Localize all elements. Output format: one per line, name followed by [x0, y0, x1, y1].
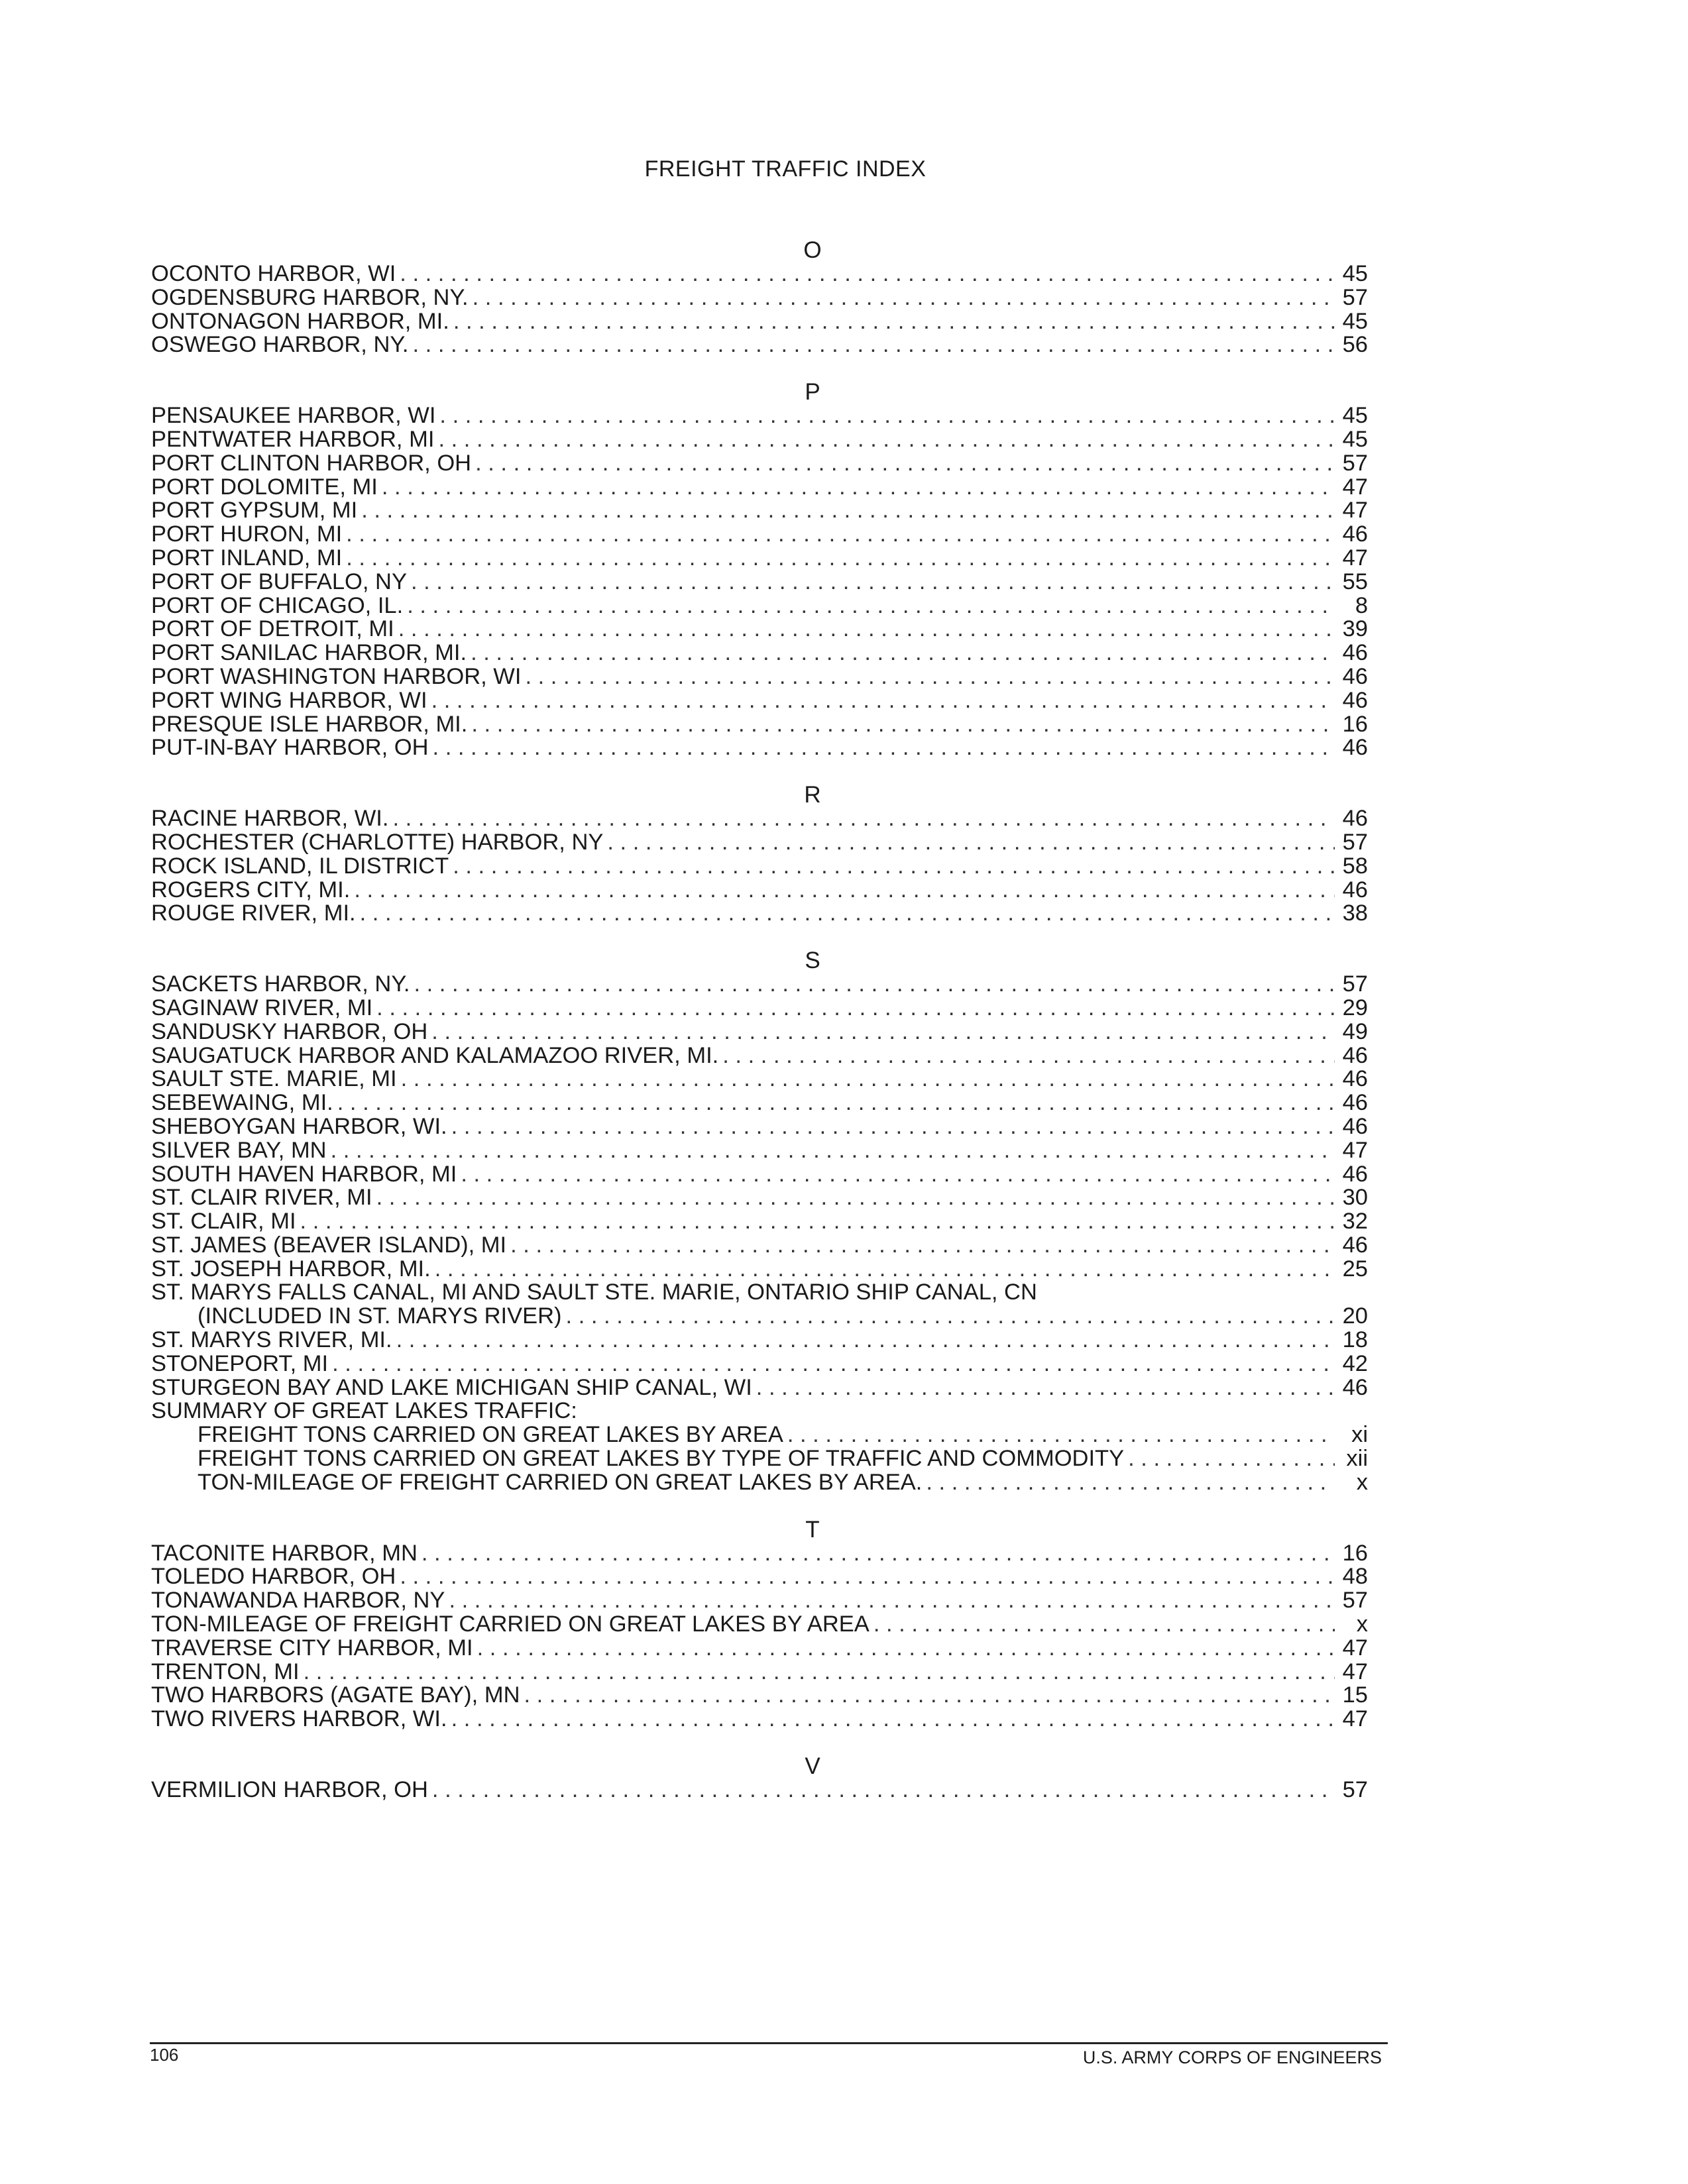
index-entry — [151, 1778, 1368, 1802]
entry-page-number: 16 — [1342, 1540, 1368, 1566]
entry-name: TONAWANDA HARBOR, NY — [151, 1588, 445, 1613]
entry-page-number: 46 — [1342, 1232, 1368, 1258]
dot-leader — [401, 1067, 1335, 1091]
dot-leader — [431, 1020, 1335, 1044]
entry-page-number: 46 — [1342, 806, 1368, 832]
index-entry — [151, 523, 1368, 547]
entry-page-number: 38 — [1342, 901, 1368, 926]
entry-name: ST. JAMES (BEAVER ISLAND), MI — [151, 1232, 507, 1258]
index-entry — [151, 1258, 1368, 1282]
entry-page-number: 30 — [1342, 1185, 1368, 1211]
index-entry — [151, 997, 1368, 1020]
dot-leader — [400, 1565, 1335, 1589]
dot-leader — [392, 807, 1335, 831]
dot-leader — [346, 547, 1335, 571]
dot-leader — [510, 1234, 1335, 1258]
entry-page-number: 46 — [1342, 663, 1368, 689]
dot-leader — [407, 594, 1335, 618]
entry-name: TON-MILEAGE OF FREIGHT CARRIED ON GREAT LAKES BY AREA — [151, 1611, 870, 1637]
entry-name: TRENTON, MI — [151, 1659, 300, 1684]
entry-page-number: 48 — [1342, 1564, 1368, 1590]
index-entry — [151, 1471, 1368, 1495]
index-entry — [151, 1186, 1368, 1210]
entry-page-number: 46 — [1342, 1090, 1368, 1116]
entry-name: STURGEON BAY AND LAKE MICHIGAN SHIP CANAL, WI — [151, 1374, 752, 1400]
index-entry — [151, 1589, 1368, 1613]
index-entry — [151, 1234, 1368, 1258]
dot-leader — [414, 973, 1335, 997]
entry-page-number: 47 — [1342, 1635, 1368, 1661]
index-entry — [151, 428, 1368, 452]
dot-leader — [461, 1163, 1335, 1187]
entry-name: PORT GYPSUM, MI — [151, 498, 358, 523]
entry-page-number: 47 — [1342, 1706, 1368, 1732]
footer-divider — [150, 2042, 1388, 2044]
index-entry — [151, 452, 1368, 476]
dot-leader — [473, 286, 1335, 310]
index-entry — [151, 262, 1368, 286]
entry-name: ROCHESTER (CHARLOTTE) HARBOR, NY — [151, 829, 604, 855]
entry-page-number: 46 — [1342, 521, 1368, 547]
entry-page-number: 45 — [1342, 403, 1368, 429]
entry-page-number: 29 — [1342, 995, 1368, 1020]
entry-name: SILVER BAY, MN — [151, 1137, 327, 1163]
entry-name: SAGINAW RIVER, MI — [151, 995, 373, 1020]
index-entry — [151, 689, 1368, 713]
entry-page-number: 49 — [1342, 1018, 1368, 1044]
entry-name: PORT CLINTON HARBOR, OH — [151, 450, 472, 476]
dot-leader — [360, 902, 1335, 926]
entry-name: SANDUSKY HARBOR, OH — [151, 1018, 428, 1044]
dot-leader — [607, 831, 1335, 855]
entry-name: SACKETS HARBOR, NY. — [151, 971, 410, 997]
dot-leader — [477, 1637, 1335, 1661]
dot-leader — [471, 641, 1335, 665]
dot-leader — [525, 665, 1335, 689]
index-entry — [151, 1067, 1368, 1091]
entry-page-number: 56 — [1342, 332, 1368, 358]
dot-leader — [433, 736, 1335, 760]
dot-leader — [566, 1305, 1335, 1329]
dot-leader — [475, 452, 1335, 476]
index-entry — [151, 902, 1368, 926]
entry-page-number: 46 — [1342, 1161, 1368, 1187]
dot-leader — [438, 428, 1335, 452]
entry-page-number: x — [1356, 1611, 1368, 1637]
index-entry — [151, 1210, 1368, 1234]
entry-name: ONTONAGON HARBOR, MI. — [151, 308, 449, 334]
entry-name: ST. CLAIR RIVER, MI — [151, 1185, 372, 1211]
dot-leader — [453, 310, 1335, 334]
index-entry — [151, 1637, 1368, 1661]
entry-page-number: 46 — [1342, 687, 1368, 713]
section-letter: V — [805, 1753, 820, 1780]
index-entry — [151, 1115, 1368, 1139]
entry-name: TON-MILEAGE OF FREIGHT CARRIED ON GREAT LAKES BY AREA. — [197, 1469, 923, 1495]
dot-leader — [396, 1329, 1335, 1352]
entry-page-number: 57 — [1342, 829, 1368, 855]
entry-page-number: xii — [1346, 1446, 1368, 1472]
entry-page-number: 57 — [1342, 971, 1368, 997]
entry-page-number: 47 — [1342, 1137, 1368, 1163]
dot-leader — [361, 499, 1335, 523]
section-letter: P — [805, 379, 820, 406]
entry-page-number: 32 — [1342, 1209, 1368, 1234]
index-entry — [151, 831, 1368, 855]
entry-page-number: 57 — [1342, 1777, 1368, 1803]
dot-leader — [524, 1684, 1335, 1708]
index-entry — [151, 736, 1368, 760]
footer-page-number: 106 — [150, 2045, 179, 2065]
dot-leader — [471, 713, 1335, 737]
entry-name: ST. CLAIR, MI — [151, 1209, 296, 1234]
index-entry — [151, 1329, 1368, 1352]
entry-name: PUT-IN-BAY HARBOR, OH — [151, 735, 429, 761]
index-entry — [151, 1708, 1368, 1731]
index-entry — [151, 641, 1368, 665]
dot-leader — [354, 879, 1335, 902]
index-entry — [151, 713, 1368, 737]
footer-agency: U.S. ARMY CORPS OF ENGINEERS — [1082, 2048, 1382, 2067]
entry-page-number: 58 — [1342, 853, 1368, 879]
entry-name: PENTWATER HARBOR, MI — [151, 426, 435, 452]
entry-name: ST. MARYS RIVER, MI. — [151, 1327, 392, 1353]
dot-leader — [304, 1661, 1335, 1684]
entry-name: PORT WING HARBOR, WI — [151, 687, 427, 713]
entry-page-number: 57 — [1342, 284, 1368, 310]
entry-page-number: 47 — [1342, 545, 1368, 571]
index-section — [151, 1518, 1368, 1731]
dot-leader — [451, 1708, 1335, 1731]
freight-traffic-index — [151, 239, 1368, 1802]
dot-leader — [337, 1091, 1335, 1115]
section-letter: O — [803, 237, 822, 263]
index-section — [151, 949, 1368, 1495]
dot-leader — [1128, 1447, 1335, 1471]
entry-name: OGDENSBURG HARBOR, NY. — [151, 284, 469, 310]
dot-leader — [411, 571, 1335, 594]
index-entry — [151, 1305, 1368, 1329]
entry-name: TRAVERSE CITY HARBOR, MI — [151, 1635, 473, 1661]
entry-page-number: 18 — [1342, 1327, 1368, 1353]
entry-name: PORT OF CHICAGO, IL. — [151, 592, 404, 618]
entry-name: RACINE HARBOR, WI. — [151, 806, 389, 832]
entry-page-number: 45 — [1342, 308, 1368, 334]
entry-page-number: 25 — [1342, 1256, 1368, 1282]
dot-leader — [376, 1186, 1335, 1210]
entry-page-number: 47 — [1342, 498, 1368, 523]
index-entry — [151, 1399, 1368, 1423]
entry-name: TACONITE HARBOR, MN — [151, 1540, 418, 1566]
entry-name: PENSAUKEE HARBOR, WI — [151, 403, 436, 429]
index-entry — [151, 1684, 1368, 1708]
index-entry — [151, 476, 1368, 500]
entry-page-number: 46 — [1342, 1113, 1368, 1139]
section-letter: T — [805, 1516, 820, 1543]
index-entry — [151, 1044, 1368, 1068]
entry-name: SUMMARY OF GREAT LAKES TRAFFIC: — [151, 1398, 577, 1424]
entry-name: SOUTH HAVEN HARBOR, MI — [151, 1161, 457, 1187]
entry-page-number: 46 — [1342, 1374, 1368, 1400]
index-section — [151, 1755, 1368, 1802]
index-entry — [151, 1163, 1368, 1187]
index-entry — [151, 1447, 1368, 1471]
entry-page-number: 42 — [1342, 1350, 1368, 1376]
entry-name: PORT OF BUFFALO, NY — [151, 569, 407, 594]
entry-name: TOLEDO HARBOR, OH — [151, 1564, 396, 1590]
dot-leader — [398, 618, 1335, 641]
entry-name: ROCK ISLAND, IL DISTRICT — [151, 853, 449, 879]
entry-page-number: 46 — [1342, 877, 1368, 902]
entry-name: PORT OF DETROIT, MI — [151, 616, 394, 642]
entry-name: SAUGATUCK HARBOR AND KALAMAZOO RIVER, MI. — [151, 1042, 719, 1068]
dot-leader — [413, 333, 1335, 357]
entry-page-number: 46 — [1342, 1042, 1368, 1068]
index-entry — [151, 1139, 1368, 1163]
entry-name: FREIGHT TONS CARRIED ON GREAT LAKES BY AREA — [197, 1422, 783, 1448]
dot-leader — [435, 1258, 1335, 1282]
index-entry — [151, 404, 1368, 428]
entry-name: SHEBOYGAN HARBOR, WI. — [151, 1113, 447, 1139]
entry-name: PORT DOLOMITE, MI — [151, 474, 378, 500]
entry-name: OSWEGO HARBOR, NY. — [151, 332, 409, 358]
index-entry — [151, 1352, 1368, 1376]
index-entry — [151, 618, 1368, 641]
dot-leader — [331, 1139, 1335, 1163]
dot-leader — [346, 523, 1335, 547]
entry-page-number: 20 — [1342, 1303, 1368, 1329]
index-entry — [151, 286, 1368, 310]
entry-name: SEBEWAING, MI. — [151, 1090, 333, 1116]
index-section — [151, 783, 1368, 926]
entry-page-number: 55 — [1342, 569, 1368, 594]
index-entry — [151, 1091, 1368, 1115]
index-entry — [151, 594, 1368, 618]
index-entry — [151, 1281, 1368, 1305]
index-entry — [151, 1613, 1368, 1637]
index-entry — [151, 571, 1368, 594]
dot-leader — [722, 1044, 1335, 1068]
index-entry — [151, 807, 1368, 831]
entry-page-number: 16 — [1342, 711, 1368, 737]
dot-leader — [432, 1778, 1335, 1802]
entry-name: TWO RIVERS HARBOR, WI. — [151, 1706, 447, 1732]
entry-name: SAULT STE. MARIE, MI — [151, 1066, 397, 1092]
entry-page-number: 46 — [1342, 1066, 1368, 1092]
entry-page-number: 45 — [1342, 261, 1368, 286]
entry-name: PRESQUE ISLE HARBOR, MI. — [151, 711, 468, 737]
index-entry — [151, 1020, 1368, 1044]
index-entry — [151, 665, 1368, 689]
entry-page-number: 45 — [1342, 426, 1368, 452]
index-entry — [151, 310, 1368, 334]
dot-leader — [382, 476, 1335, 500]
dot-leader — [300, 1210, 1335, 1234]
index-entry — [151, 1376, 1368, 1400]
dot-leader — [787, 1423, 1335, 1447]
entry-page-number: 47 — [1342, 1659, 1368, 1684]
entry-name: FREIGHT TONS CARRIED ON GREAT LAKES BY TYPE OF TRAFFIC AND COMMODITY — [197, 1446, 1125, 1472]
dot-leader — [439, 404, 1335, 428]
index-entry — [151, 547, 1368, 571]
index-entry — [151, 1423, 1368, 1447]
entry-page-number: 47 — [1342, 474, 1368, 500]
entry-name: PORT INLAND, MI — [151, 545, 343, 571]
entry-page-number: x — [1356, 1469, 1368, 1495]
dot-leader — [926, 1471, 1335, 1495]
index-section — [151, 239, 1368, 357]
dot-leader — [400, 262, 1335, 286]
dot-leader — [756, 1376, 1335, 1400]
entry-page-number: 8 — [1355, 592, 1368, 618]
entry-name: ST. JOSEPH HARBOR, MI. — [151, 1256, 431, 1282]
index-section — [151, 380, 1368, 760]
entry-name: OCONTO HARBOR, WI — [151, 261, 396, 286]
dot-leader — [873, 1613, 1335, 1637]
index-entry — [151, 973, 1368, 997]
index-entry — [151, 879, 1368, 902]
index-entry — [151, 499, 1368, 523]
dot-leader — [453, 855, 1335, 879]
index-entry — [151, 855, 1368, 879]
entry-name: PORT HURON, MI — [151, 521, 343, 547]
entry-name: ROGERS CITY, MI. — [151, 877, 351, 902]
entry-name: VERMILION HARBOR, OH — [151, 1777, 428, 1803]
entry-page-number: 57 — [1342, 1588, 1368, 1613]
section-letter: S — [805, 948, 820, 974]
dot-leader — [431, 689, 1335, 713]
dot-leader — [451, 1115, 1335, 1139]
dot-leader — [376, 997, 1335, 1020]
section-letter: R — [804, 782, 821, 808]
dot-leader — [449, 1589, 1335, 1613]
entry-page-number: 46 — [1342, 640, 1368, 666]
entry-page-number: 57 — [1342, 450, 1368, 476]
entry-name: (INCLUDED IN ST. MARYS RIVER) — [197, 1303, 562, 1329]
entry-page-number: 15 — [1342, 1682, 1368, 1708]
entry-name: PORT SANILAC HARBOR, MI. — [151, 640, 467, 666]
dot-leader — [332, 1352, 1335, 1376]
entry-name: ROUGE RIVER, MI. — [151, 901, 356, 926]
page-title: FREIGHT TRAFFIC INDEX — [644, 156, 927, 182]
entry-name: TWO HARBORS (AGATE BAY), MN — [151, 1682, 520, 1708]
entry-page-number: 39 — [1342, 616, 1368, 642]
index-entry — [151, 1565, 1368, 1589]
entry-name: STONEPORT, MI — [151, 1350, 329, 1376]
entry-name: ST. MARYS FALLS CANAL, MI AND SAULT STE. MARIE, ONTARIO SHIP CANAL, CN — [151, 1280, 1037, 1305]
index-entry — [151, 333, 1368, 357]
entry-page-number: xi — [1351, 1422, 1368, 1448]
entry-name: PORT WASHINGTON HARBOR, WI — [151, 663, 522, 689]
index-entry — [151, 1542, 1368, 1566]
index-entry — [151, 1661, 1368, 1684]
dot-leader — [422, 1542, 1335, 1566]
entry-page-number: 46 — [1342, 735, 1368, 761]
